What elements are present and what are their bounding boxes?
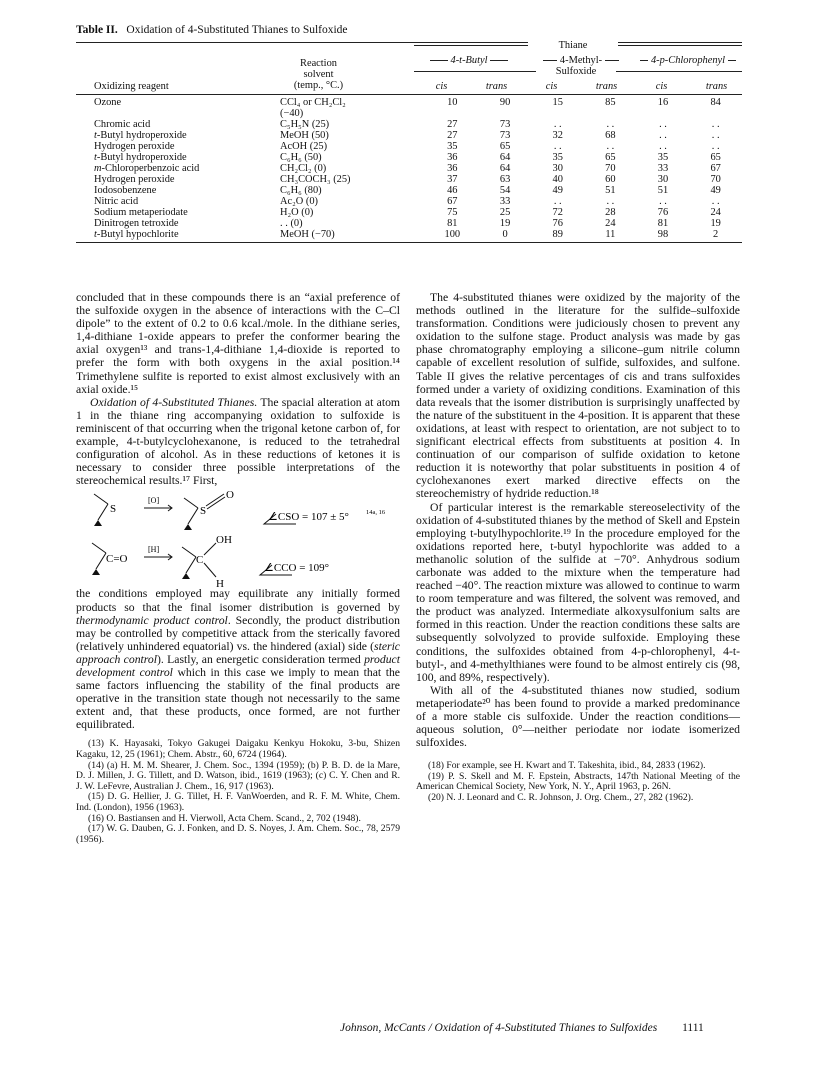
- reagent-cell: [76, 108, 270, 119]
- table-row: [76, 97, 742, 108]
- solvent-cell: MeOH (50): [280, 130, 329, 141]
- reagent-cell: t-Butyl hydroperoxide: [94, 152, 187, 163]
- value-cell: . .: [659, 119, 667, 130]
- bond-angle: ∠CCO = 109°: [264, 562, 330, 575]
- paragraph: the conditions employed may equilibrate any initially formed products so that the final isomer distribution is governed by thermodynamic product control. Secondly, the product distribution may be controlled by competitive attack from the sterically favored (relatively unhindered equatorial) vs. the hindered (axial) side (steric approach control). Lastly, an energetic consideration termed product development control which in this case we imply to mean that the same factors influencing the stability of the final products are operative in the transition state though not necessarily to the same extent and, that these products, once formed, are not further equilibrated.: [76, 587, 400, 732]
- value-cell: 51: [605, 185, 616, 196]
- value-cell: 68: [605, 130, 616, 141]
- table-bottom-rule: [76, 242, 742, 243]
- reagent-cell: Nitric acid: [94, 196, 139, 207]
- paragraph: concluded that in these compounds there is an “axial preference of the sulfoxide oxygen in the absence of interactions with the C–Cl dipole” to the extent of 0.2 to 0.6 kcal./mole. In the dithiane series, 1,4-dithiane 1-oxide appears to prefer the conformer bearing the axial oxygen¹³ and trans-1,4-dithiane 1,4-dioxide is reported to prefer the form with both oxygens in the axial position.¹⁴ Trimethylene sulfite is reported to exist almost exclusively with an axial oxide.¹⁵: [76, 291, 400, 396]
- table-row: [76, 152, 742, 163]
- value-cell: . .: [659, 196, 667, 207]
- value-cell: 11: [605, 229, 616, 240]
- value-cell: 98: [657, 229, 669, 240]
- table-caption: [76, 24, 348, 36]
- value-cell: 27: [447, 130, 458, 141]
- table-row: [76, 130, 742, 141]
- value-cell: 30: [657, 174, 669, 185]
- solvent-cell: AcOH (25): [280, 141, 328, 152]
- value-cell: 70: [710, 174, 721, 185]
- bond-angle-refs: 14a, 16: [366, 509, 386, 517]
- chlorophenyl-header: 4-p-Chlorophenyl: [632, 55, 744, 66]
- cis-header: cis: [545, 81, 558, 92]
- value-cell: 2: [713, 229, 719, 240]
- footnotes-left: [76, 739, 400, 845]
- reagent-header: Oxidizing reagent: [94, 81, 169, 92]
- value-cell: [426, 108, 479, 119]
- value-cell: . .: [553, 119, 562, 130]
- table-row: [76, 229, 742, 240]
- sulfur-atom: S: [200, 505, 207, 518]
- ketone-reduction-scheme: [76, 533, 400, 587]
- value-cell: 16: [657, 97, 669, 108]
- hydroxyl-group: OH: [216, 534, 232, 547]
- table-header-rule: [76, 94, 742, 95]
- value-cell: 19: [710, 218, 721, 229]
- solvent-cell: (−40): [280, 108, 304, 119]
- value-cell: 100: [444, 229, 461, 240]
- reagent-cell: Dinitrogen tetroxide: [94, 218, 179, 229]
- value-cell: . .: [606, 119, 615, 130]
- value-cell: 63: [499, 174, 511, 185]
- value-cell: 25: [499, 207, 511, 218]
- solvent-cell: H₂O (0): [280, 207, 314, 218]
- value-cell: 85: [605, 97, 616, 108]
- value-cell: 51: [657, 185, 669, 196]
- sulfur-atom: S: [110, 503, 117, 516]
- solvent-cell: CH₂Cl₂ (0): [280, 163, 327, 174]
- hydrogen-atom: H: [216, 578, 224, 588]
- value-cell: 70: [605, 163, 616, 174]
- value-cell: 81: [447, 218, 458, 229]
- value-cell: [479, 108, 532, 119]
- value-cell: 24: [710, 207, 721, 218]
- value-cell: 0: [502, 229, 508, 240]
- value-cell: 75: [447, 207, 458, 218]
- table-row: [76, 185, 742, 196]
- value-cell: 33: [657, 163, 669, 174]
- running-footer: [340, 1022, 704, 1034]
- reagent-cell: Chromic acid: [94, 119, 151, 130]
- reagent-cell: Sodium metaperiodate: [94, 207, 188, 218]
- value-cell: . .: [553, 196, 562, 207]
- value-cell: 49: [710, 185, 721, 196]
- value-cell: . .: [659, 130, 667, 141]
- footnote: (19) P. S. Skell and M. F. Epstein, Abstracts, 147th National Meeting of the American Chemical Society, New York, N. Y., April 1963, p. 26N.: [416, 770, 740, 793]
- solvent-cell: Ac₂O (0): [280, 196, 319, 207]
- value-cell: 67: [710, 163, 721, 174]
- oxygen-atom: O: [226, 490, 234, 502]
- value-cell: 40: [552, 174, 563, 185]
- reagent-cell: Hydrogen peroxide: [94, 174, 175, 185]
- value-cell: 27: [447, 119, 458, 130]
- reagent-label: [H]: [148, 545, 160, 555]
- butyl-header: 4-t-Butyl: [414, 55, 524, 66]
- value-cell: 60: [605, 174, 616, 185]
- footnote: (16) O. Bastiansen and H. Vierwoll, Acta Chem. Scand., 2, 702 (1948).: [88, 812, 361, 824]
- thiane-header: Thiane: [528, 40, 618, 51]
- trans-header: trans: [485, 81, 508, 92]
- value-cell: . .: [553, 141, 562, 152]
- footnote: (17) W. G. Dauben, G. J. Fonken, and D. S. Noyes, J. Am. Chem. Soc., 78, 2579 (1956).: [76, 823, 400, 845]
- table-body: [76, 97, 742, 240]
- value-cell: 10: [447, 97, 458, 108]
- table-row: [76, 207, 742, 218]
- value-cell: [531, 108, 584, 119]
- value-cell: 81: [657, 218, 669, 229]
- value-cell: . .: [711, 130, 720, 141]
- value-cell: 35: [552, 152, 563, 163]
- value-cell: . .: [659, 141, 667, 152]
- running-title: Johnson, McCants / Oxidation of 4-Substituted Thianes to Sulfoxides: [340, 1022, 658, 1034]
- value-cell: 15: [552, 97, 563, 108]
- table-row: [76, 108, 742, 119]
- value-cell: 72: [552, 207, 563, 218]
- reagent-cell: m-Chloroperbenzoic acid: [94, 163, 200, 174]
- cis-header: cis: [435, 81, 448, 92]
- value-cell: . .: [606, 141, 615, 152]
- value-cell: 35: [657, 152, 669, 163]
- right-column: [416, 291, 740, 804]
- reagent-cell: t-Butyl hydroperoxide: [94, 130, 187, 141]
- value-cell: 35: [447, 141, 458, 152]
- carbon-atom: C: [196, 554, 204, 567]
- value-cell: 24: [605, 218, 616, 229]
- solvent-cell: C₆H₆ (50): [280, 152, 322, 163]
- value-cell: 30: [552, 163, 563, 174]
- value-cell: . .: [711, 196, 720, 207]
- methyl-header: 4-Methyl-: [526, 55, 636, 66]
- value-cell: 32: [552, 130, 563, 141]
- table-row: [76, 141, 742, 152]
- value-cell: . .: [711, 119, 720, 130]
- footnote: (20) N. J. Leonard and C. R. Johnson, J. Org. Chem., 27, 282 (1962).: [428, 792, 694, 804]
- value-cell: 65: [605, 152, 616, 163]
- value-cell: [689, 108, 742, 119]
- solvent-header: Reaction solvent (temp., °C.): [293, 58, 344, 91]
- footnotes-right: [416, 761, 740, 803]
- table-row: [76, 218, 742, 229]
- reagent-cell: Hydrogen peroxide: [94, 141, 175, 152]
- reagent-label: [O]: [148, 496, 160, 506]
- value-cell: 28: [605, 207, 616, 218]
- solvent-cell: . . (0): [280, 218, 303, 229]
- value-cell: 67: [447, 196, 458, 207]
- reagent-cell: t-Butyl hypochlorite: [94, 229, 179, 240]
- scheme-ketone: [76, 533, 400, 588]
- trans-header: trans: [595, 81, 618, 92]
- solvent-cell: CCl₄ or CH₂Cl₂: [280, 97, 346, 108]
- scheme-sulfoxide: [76, 490, 400, 530]
- value-cell: 64: [499, 163, 511, 174]
- table-title: Oxidation of 4-Substituted Thianes to Sulfoxide: [126, 24, 348, 36]
- value-cell: 65: [499, 141, 511, 152]
- value-cell: 73: [499, 119, 511, 130]
- value-cell: 37: [447, 174, 458, 185]
- cis-header: cis: [655, 81, 668, 92]
- solvent-cell: MeOH (−70): [280, 229, 335, 240]
- trans-header: trans: [705, 81, 728, 92]
- table-row: [76, 163, 742, 174]
- section-heading: Oxidation of 4-Substituted Thianes.: [90, 395, 258, 409]
- value-cell: . .: [606, 196, 615, 207]
- bond-angle: ∠CSO = 107 ± 5°: [268, 511, 349, 524]
- reagent-cell: Ozone: [94, 97, 122, 108]
- table-row: [76, 119, 742, 130]
- solvent-cell: C₅H₅N (25): [280, 119, 330, 130]
- footnote: (18) For example, see H. Kwart and T. Takeshita, ibid., 84, 2833 (1962).: [428, 760, 706, 772]
- paragraph: Of particular interest is the remarkable stereoselectivity of the oxidation of 4-substituted thianes by the method of Skell and Epstein employing t-butylhypochlorite.¹⁹ In the procedure employed for the oxidations reported here, t-butyl hypochlorite was added to a methanolic solution of the sulfide at −70°. Anhydrous sodium carbonate was added to the mixture when the temperature had reached −40°. The reaction mixture was allowed to continue to warm to room temperature and was filtered, the solvent was removed, and the product was analyzed. Intermediate alkoxysulfonium salts are formed in this reaction. Under the reaction conditions these salts are subsequently solvolyzed to provide sulfoxide. Employing these conditions, the sulfoxides obtained from 4-p-chlorophenyl, 4-t-butyl-, and 4-methylthianes were found to be almost entirely cis (98, 100, and 89%, respectively).: [416, 500, 740, 684]
- value-cell: 49: [552, 185, 563, 196]
- value-cell: 36: [447, 152, 458, 163]
- thiane-oxidation-scheme: [76, 490, 400, 534]
- value-cell: 73: [499, 130, 511, 141]
- value-cell: 76: [552, 218, 563, 229]
- table-top-rule: [76, 42, 742, 43]
- reagent-cell: Iodosobenzene: [94, 185, 157, 196]
- sulfoxide-header: Sulfoxide: [536, 66, 616, 77]
- value-cell: 64: [499, 152, 511, 163]
- value-cell: 90: [499, 97, 511, 108]
- table-row: [76, 196, 742, 207]
- value-cell: 19: [499, 218, 511, 229]
- value-cell: 84: [710, 97, 721, 108]
- value-cell: 54: [499, 185, 511, 196]
- value-cell: 36: [447, 163, 458, 174]
- paragraph: The 4-substituted thianes were oxidized by the majority of the methods outlined in the literature for the sulfide–sulfoxide transformation. Conditions were judiciously chosen to prevent any oxidation to the sulfone stage. Product analysis was made by gas phase chromatography employing a silicone–gum nitrile column capable of excellent resolution of sulfide, sulfoxides, and sulfone. Table II gives the relative percentages of cis and trans sulfoxides formed under a variety of oxidizing conditions. Examination of this data reveals that the isomer distribution is surprisingly unaffected by the nature of the substituent in the 4-position. It is apparent that these oxidations, at least with respect to orientation, are not subject to to significant electrical effects from substituents at position 4. In continuation of our comparison of sulfide oxidation to ketone reduction it is noteworthy that polar substituents in position 4 of cyclohexanones exert marked directive effects on the stereochemistry of hydride reduction.¹⁸: [416, 291, 740, 501]
- page-number: 1111: [682, 1022, 704, 1034]
- table-label: Table II.: [76, 24, 118, 36]
- paragraph: With all of the 4-substituted thianes now studied, sodium metaperiodate²⁰ has been found to provide a marked predominance of a more stable cis sulfoxide. Under the reaction conditions—aqueous solution, 0°—neither periodate nor iodate isomerized sulfoxides.: [416, 683, 740, 750]
- solvent-cell: CH₃COCH₃ (25): [280, 174, 351, 185]
- value-cell: . .: [711, 141, 720, 152]
- value-cell: 76: [657, 207, 669, 218]
- carbonyl-group: C=O: [106, 553, 128, 566]
- value-cell: 33: [499, 196, 511, 207]
- footnote: (13) K. Hayasaki, Tokyo Gakugei Daigaku Kenkyu Hokoku, 3-bu, Shizen Kagaku, 12, 25 (1961); Chem. Abstr., 60, 6724 (1964).: [76, 738, 400, 761]
- footnote: (14) (a) H. M. M. Shearer, J. Chem. Soc., 1394 (1959); (b) P. B. D. de la Mare, D. J. Millen, J. G. Tillett, and D. Watson, ibid., 1619 (1963); (c) C. Y. Chen and R. J. W. LeFevre, Australian J. Chem., 16, 917 (1963).: [76, 759, 400, 792]
- value-cell: 46: [447, 185, 458, 196]
- value-cell: [637, 108, 690, 119]
- value-cell: [584, 108, 637, 119]
- value-cell: 65: [710, 152, 721, 163]
- table-row: [76, 174, 742, 185]
- left-column: [76, 291, 400, 845]
- solvent-cell: C₆H₆ (80): [280, 185, 322, 196]
- paragraph: Oxidation of 4-Substituted Thianes. The spacial alteration at atom 1 in the thiane ring accompanying oxidation to sulfoxide is reminiscent of that occurring when the trigonal ketone carbon of, for example, 4-t-butylcyclohexanone, is reduced to the tetrahedral configuration of alcohol. As in these reductions of ketones it is necessary to consider three possible interpretations of the stereochemical results.¹⁷ First,: [76, 395, 401, 488]
- footnote: (15) D. G. Hellier, J. G. Tillet, H. F. VanWoerden, and R. F. M. White, Chem. Ind. (London), 1956 (1963).: [76, 791, 400, 813]
- value-cell: 89: [552, 229, 563, 240]
